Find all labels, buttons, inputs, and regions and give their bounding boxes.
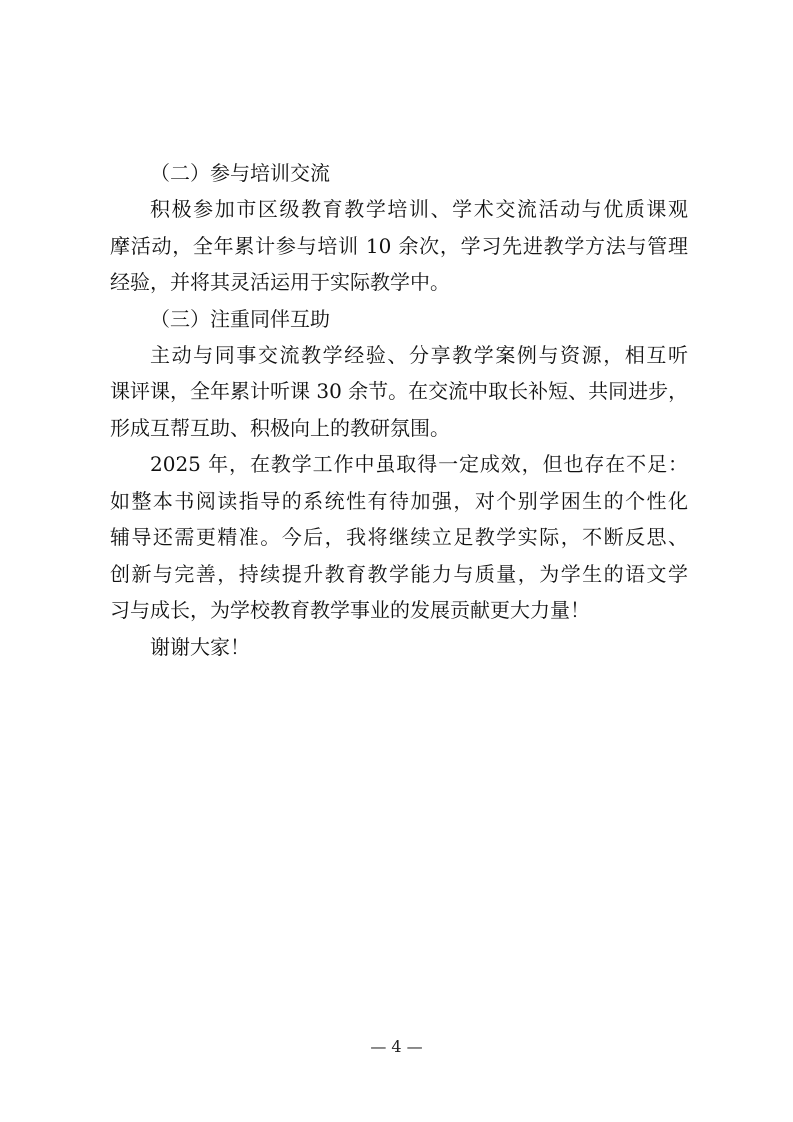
page-number: — 4 — xyxy=(370,1037,423,1056)
paragraph-line: 经验，并将其灵活运用于实际教学中。 xyxy=(110,270,450,294)
paragraph-line: 如整本书阅读指导的系统性有待加强，对个别学困生的个性化 xyxy=(110,488,688,513)
document-body xyxy=(110,155,688,665)
paragraph-line: 形成互帮互助、积极向上的教研氛围。 xyxy=(110,415,450,440)
paragraph-line: 习与成长，为学校教育教学事业的发展贡献更大力量！ xyxy=(110,598,590,622)
section-heading-3: （三）注重同伴互助 xyxy=(150,306,330,331)
paragraph-line: 课评课，全年累计听课 30 余节。在交流中取长补短、共同进步， xyxy=(110,379,689,403)
thanks-line: 谢谢大家！ xyxy=(150,634,250,659)
closing-paragraph xyxy=(110,446,688,629)
paragraph-line: 创新与完善，持续提升教育教学能力与质量，为学生的语文学 xyxy=(110,561,688,586)
paragraph-line: 摩活动，全年累计参与培训 10 余次，学习先进教学方法与管理 xyxy=(110,233,688,258)
paragraph-line: 主动与同事交流教学经验、分享教学案例与资源，相互听 xyxy=(150,342,688,367)
section-3-paragraph xyxy=(110,337,688,447)
paragraph-line: 2025 年，在教学工作中虽取得一定成效，但也存在不足： xyxy=(150,452,688,476)
thanks-paragraph xyxy=(110,629,688,666)
section-heading-2: （二）参与培训交流 xyxy=(150,161,330,185)
paragraph-line: 积极参加市区级教育教学培训、学术交流活动与优质课观 xyxy=(150,197,688,221)
section-2-paragraph xyxy=(110,191,688,301)
paragraph-line: 辅导还需更精准。今后，我将继续立足教学实际，不断反思、 xyxy=(110,525,688,549)
